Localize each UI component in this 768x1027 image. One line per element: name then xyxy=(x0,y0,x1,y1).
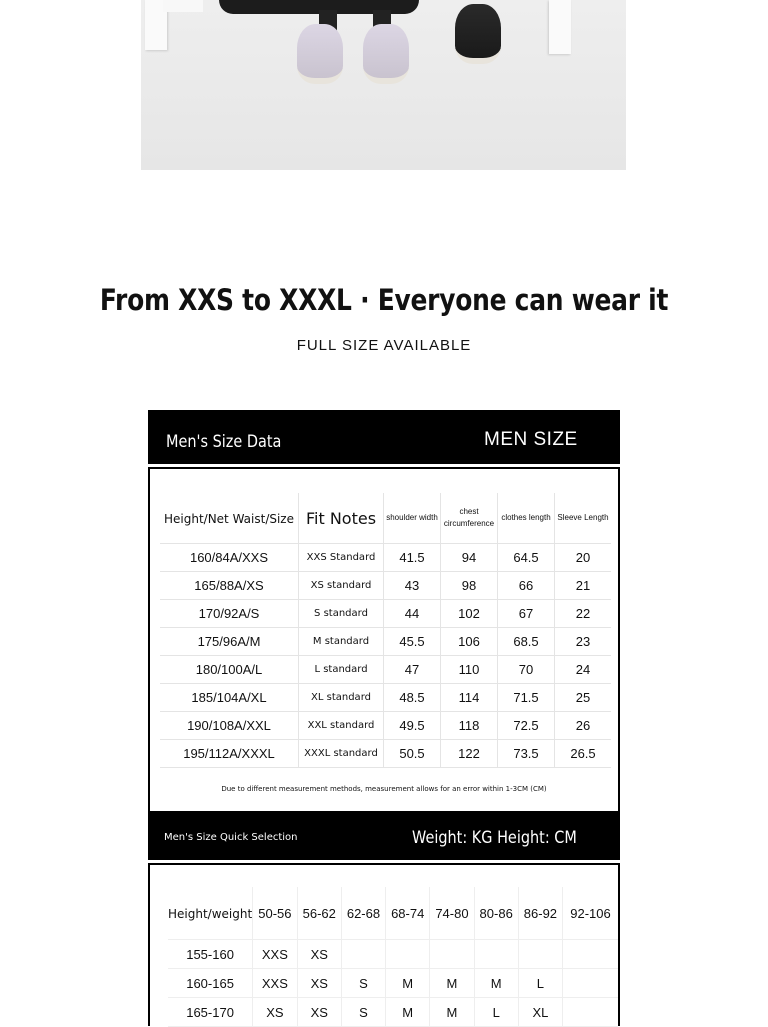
header-weight-range: 80-86 xyxy=(474,887,518,940)
size-cell: M xyxy=(386,969,430,998)
size-cell xyxy=(430,940,474,969)
shoulder-cell: 45.5 xyxy=(384,628,441,656)
table-row xyxy=(160,572,611,600)
sleeve-cell: 26 xyxy=(555,712,612,740)
table-row xyxy=(160,712,611,740)
headline: From XXS to XXXL · Everyone can wear it xyxy=(99,283,669,317)
chest-cell: 110 xyxy=(441,656,498,684)
chest-cell: 98 xyxy=(441,572,498,600)
shoulder-cell: 44 xyxy=(384,600,441,628)
size-cell: XS xyxy=(297,969,341,998)
length-cell: 71.5 xyxy=(498,684,555,712)
chest-cell: 102 xyxy=(441,600,498,628)
shoulder-cell: 47 xyxy=(384,656,441,684)
fit-cell: M standard xyxy=(299,628,384,656)
fit-cell: XS standard xyxy=(299,572,384,600)
height-cell: 155-160 xyxy=(168,940,253,969)
subline: FULL SIZE AVAILABLE xyxy=(296,337,472,354)
size-cell: 195/112A/XXXL xyxy=(160,740,299,768)
length-cell: 68.5 xyxy=(498,628,555,656)
quick-selection-box xyxy=(148,863,620,1026)
quick-selection-bar xyxy=(148,812,620,860)
chest-cell: 94 xyxy=(441,544,498,572)
size-data-box xyxy=(148,467,620,813)
length-cell: 66 xyxy=(498,572,555,600)
fit-cell: XL standard xyxy=(299,684,384,712)
shoulder-cell: 41.5 xyxy=(384,544,441,572)
header-weight-range: 86-92 xyxy=(518,887,562,940)
chest-cell: 118 xyxy=(441,712,498,740)
size-cell: XS xyxy=(297,940,341,969)
chest-cell: 114 xyxy=(441,684,498,712)
sleeve-cell: 24 xyxy=(555,656,612,684)
table-row xyxy=(168,969,618,998)
size-cell: L xyxy=(518,969,562,998)
fit-cell: L standard xyxy=(299,656,384,684)
sleeve-cell: 21 xyxy=(555,572,612,600)
size-cell: L xyxy=(474,998,518,1027)
size-cell: 185/104A/XL xyxy=(160,684,299,712)
size-cell xyxy=(563,998,618,1027)
table-row xyxy=(160,684,611,712)
height-cell: 165-170 xyxy=(168,998,253,1027)
table-row xyxy=(168,940,618,969)
size-cell xyxy=(386,940,430,969)
header-length: clothes length xyxy=(501,513,551,522)
header-weight-range: 50-56 xyxy=(253,887,297,940)
header-weight-range: 74-80 xyxy=(430,887,474,940)
sleeve-cell: 25 xyxy=(555,684,612,712)
sleeve-cell: 23 xyxy=(555,628,612,656)
men-size-title: MEN SIZE xyxy=(484,429,578,450)
size-cell xyxy=(518,940,562,969)
size-cell: 165/88A/XS xyxy=(160,572,299,600)
size-table-header xyxy=(160,493,611,544)
size-cell: 160/84A/XXS xyxy=(160,544,299,572)
length-cell: 70 xyxy=(498,656,555,684)
header-height-weight: Height/weight xyxy=(168,906,253,921)
quick-selection-title: Men's Size Quick Selection xyxy=(164,832,298,843)
size-cell xyxy=(563,940,618,969)
sneaker-left xyxy=(297,24,343,84)
quick-table-header xyxy=(168,887,618,940)
sneaker-dark xyxy=(455,4,501,64)
sleeve-cell: 22 xyxy=(555,600,612,628)
shoulder-cell: 50.5 xyxy=(384,740,441,768)
size-cell: 190/108A/XXL xyxy=(160,712,299,740)
size-cell: M xyxy=(430,969,474,998)
size-cell xyxy=(341,940,385,969)
chest-cell: 106 xyxy=(441,628,498,656)
size-cell: 180/100A/L xyxy=(160,656,299,684)
header-weight-range: 56-62 xyxy=(297,887,341,940)
height-cell: 160-165 xyxy=(168,969,253,998)
fit-cell: S standard xyxy=(299,600,384,628)
table-row xyxy=(168,998,618,1027)
size-cell: XXS xyxy=(253,940,297,969)
size-cell: 170/92A/S xyxy=(160,600,299,628)
header-weight-range: 68-74 xyxy=(386,887,430,940)
fit-cell: XXXL standard xyxy=(299,740,384,768)
shoulder-cell: 48.5 xyxy=(384,684,441,712)
size-cell: S xyxy=(341,969,385,998)
header-sleeve: Sleeve Length xyxy=(557,513,609,522)
measurement-note: Due to different measurement methods, measurement allows for an error within 1-3CM (CM) xyxy=(221,785,547,793)
size-cell xyxy=(563,969,618,998)
fit-cell: XXL standard xyxy=(299,712,384,740)
header-fit-notes: Fit Notes xyxy=(305,508,377,528)
table-row xyxy=(160,544,611,572)
size-cell: XS xyxy=(297,998,341,1027)
sneaker-right xyxy=(363,24,409,84)
table-row xyxy=(160,628,611,656)
size-cell: XS xyxy=(253,998,297,1027)
size-cell: XL xyxy=(518,998,562,1027)
size-cell: S xyxy=(341,998,385,1027)
units-label: Weight: KG Height: CM xyxy=(412,828,577,848)
header-size: Height/Net Waist/Size xyxy=(163,511,294,526)
size-cell: M xyxy=(386,998,430,1027)
header-weight-range: 62-68 xyxy=(341,887,385,940)
size-cell: XXS xyxy=(253,969,297,998)
quick-table xyxy=(168,887,618,1027)
length-cell: 64.5 xyxy=(498,544,555,572)
size-cell: M xyxy=(474,969,518,998)
size-table xyxy=(160,493,611,768)
bench-top xyxy=(163,0,203,12)
size-data-title: Men's Size Data xyxy=(166,432,282,452)
header-weight-range: 92-106 xyxy=(563,887,618,940)
chest-cell: 122 xyxy=(441,740,498,768)
size-cell: 175/96A/M xyxy=(160,628,299,656)
sleeve-cell: 20 xyxy=(555,544,612,572)
header-shoulder: shoulder width xyxy=(386,513,438,522)
table-row xyxy=(160,656,611,684)
shoulder-cell: 49.5 xyxy=(384,712,441,740)
size-data-bar xyxy=(148,410,620,464)
length-cell: 67 xyxy=(498,600,555,628)
fit-cell: XXS Standard xyxy=(299,544,384,572)
length-cell: 72.5 xyxy=(498,712,555,740)
size-cell xyxy=(474,940,518,969)
sleeve-cell: 26.5 xyxy=(555,740,612,768)
length-cell: 73.5 xyxy=(498,740,555,768)
product-photo xyxy=(141,0,626,170)
shoulder-cell: 43 xyxy=(384,572,441,600)
table-row xyxy=(160,740,611,768)
size-cell: M xyxy=(430,998,474,1027)
header-chest: chest circumference xyxy=(443,507,495,528)
bench-leg-right xyxy=(549,0,571,54)
table-row xyxy=(160,600,611,628)
